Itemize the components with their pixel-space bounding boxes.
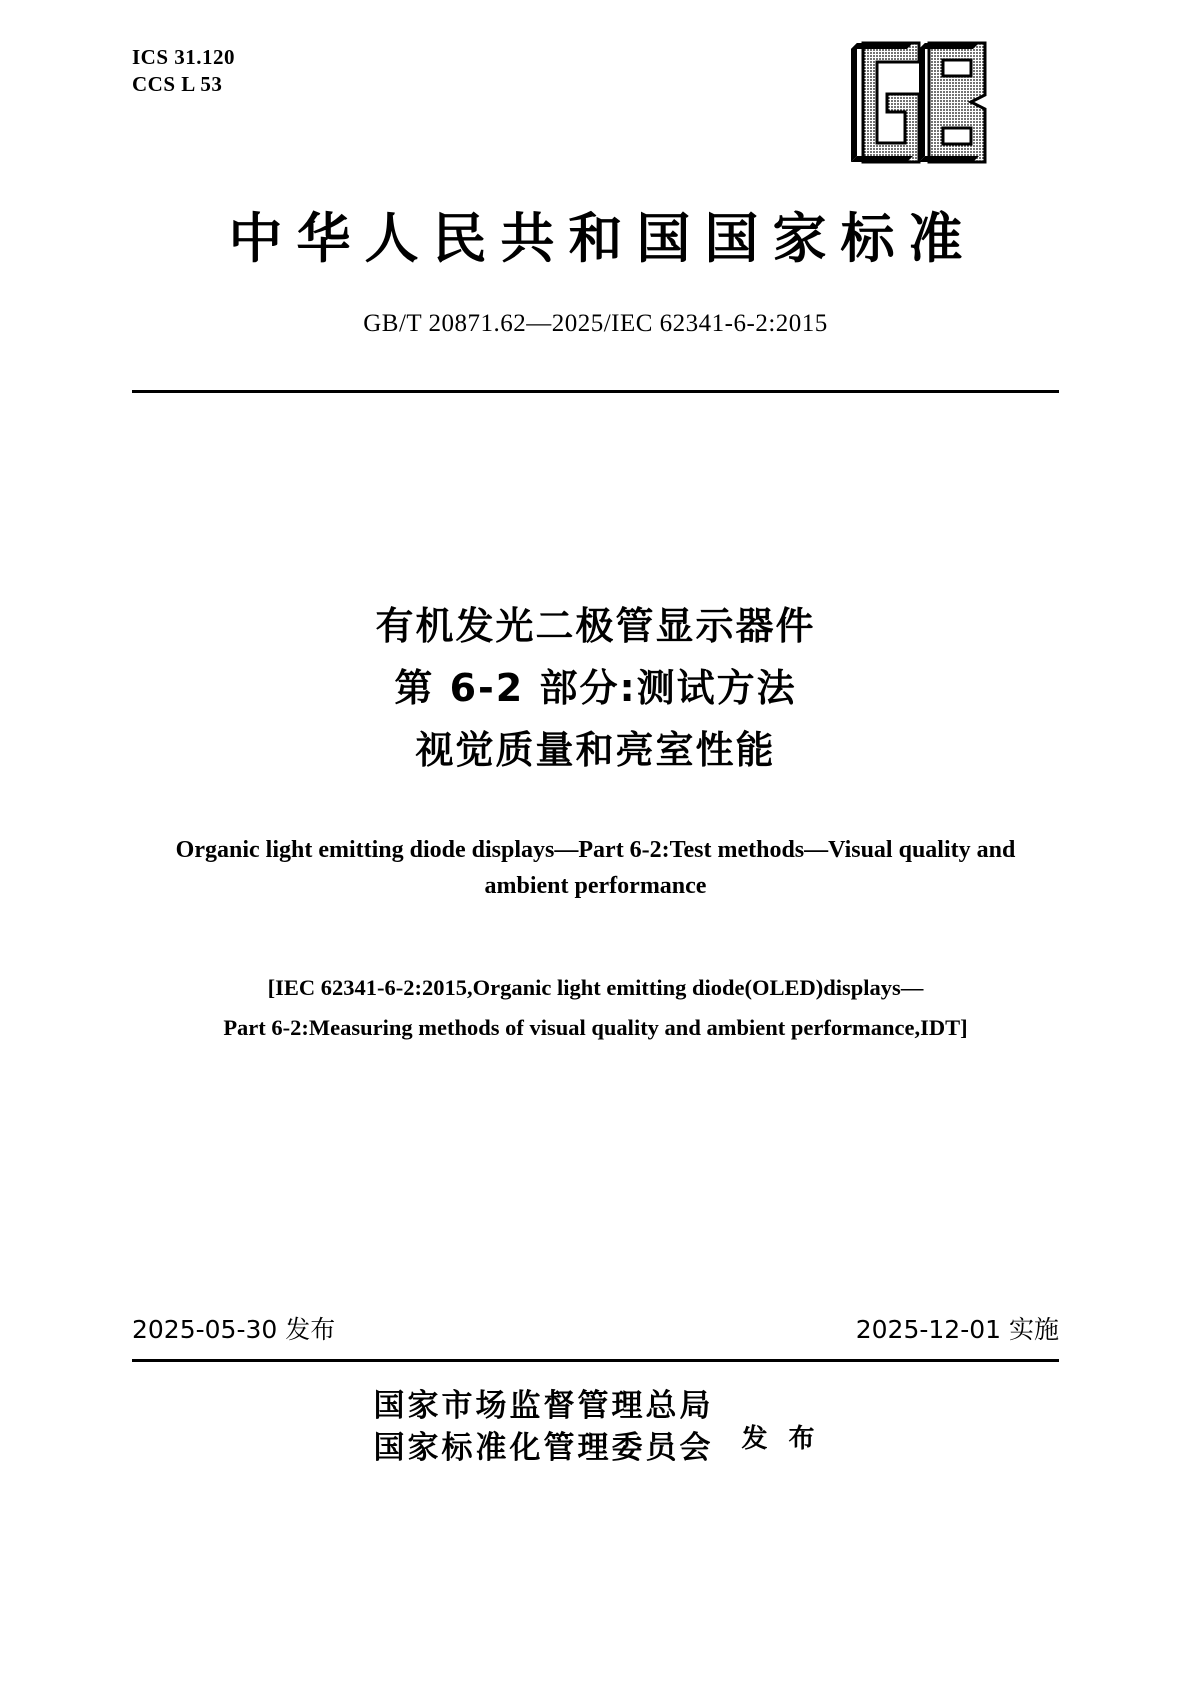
document-title-cn-line2: 第 6-2 部分:测试方法 <box>394 666 797 710</box>
standard-number: GB/T 20871.62—2025/IEC 62341-6-2:2015 <box>363 310 828 337</box>
document-title-english: Organic light emitting diode displays—Part 6-2:Test methods—Visual quality and ambient performance <box>175 837 1016 899</box>
issuer-publish-label: 发 布 <box>741 1423 821 1454</box>
issuer-names <box>370 1385 713 1469</box>
divider-top <box>132 390 1059 393</box>
implementation-date: 2025-12-01 实施 <box>855 1315 1059 1344</box>
classification-codes <box>132 44 235 98</box>
gb-emblem-icon <box>801 40 1041 165</box>
issuing-authority <box>0 1385 1191 1469</box>
idt-note-line2: Part 6-2:Measuring methods of visual quality and ambient performance,IDT] <box>223 1015 968 1040</box>
document-title-cn-line3: 视觉质量和亮室性能 <box>415 728 776 772</box>
issue-date: 2025-05-30 发布 <box>132 1315 336 1344</box>
national-standard-heading: 中华人民共和国国家标准 <box>228 206 977 270</box>
document-title-chinese <box>0 595 1191 781</box>
idt-note-line1: [IEC 62341-6-2:2015,Organic light emitting diode(OLED)displays— <box>267 975 924 1000</box>
issuer-line2: 国家标准化管理委员会 <box>373 1430 714 1466</box>
divider-bottom <box>132 1359 1059 1362</box>
issuer-line1: 国家市场监督管理总局 <box>373 1388 714 1424</box>
idt-equivalence-note <box>130 968 1061 1048</box>
document-title-cn-line1: 有机发光二极管显示器件 <box>375 604 816 648</box>
ccs-code: CCS L 53 <box>132 72 223 96</box>
ics-code: ICS 31.120 <box>132 45 236 69</box>
